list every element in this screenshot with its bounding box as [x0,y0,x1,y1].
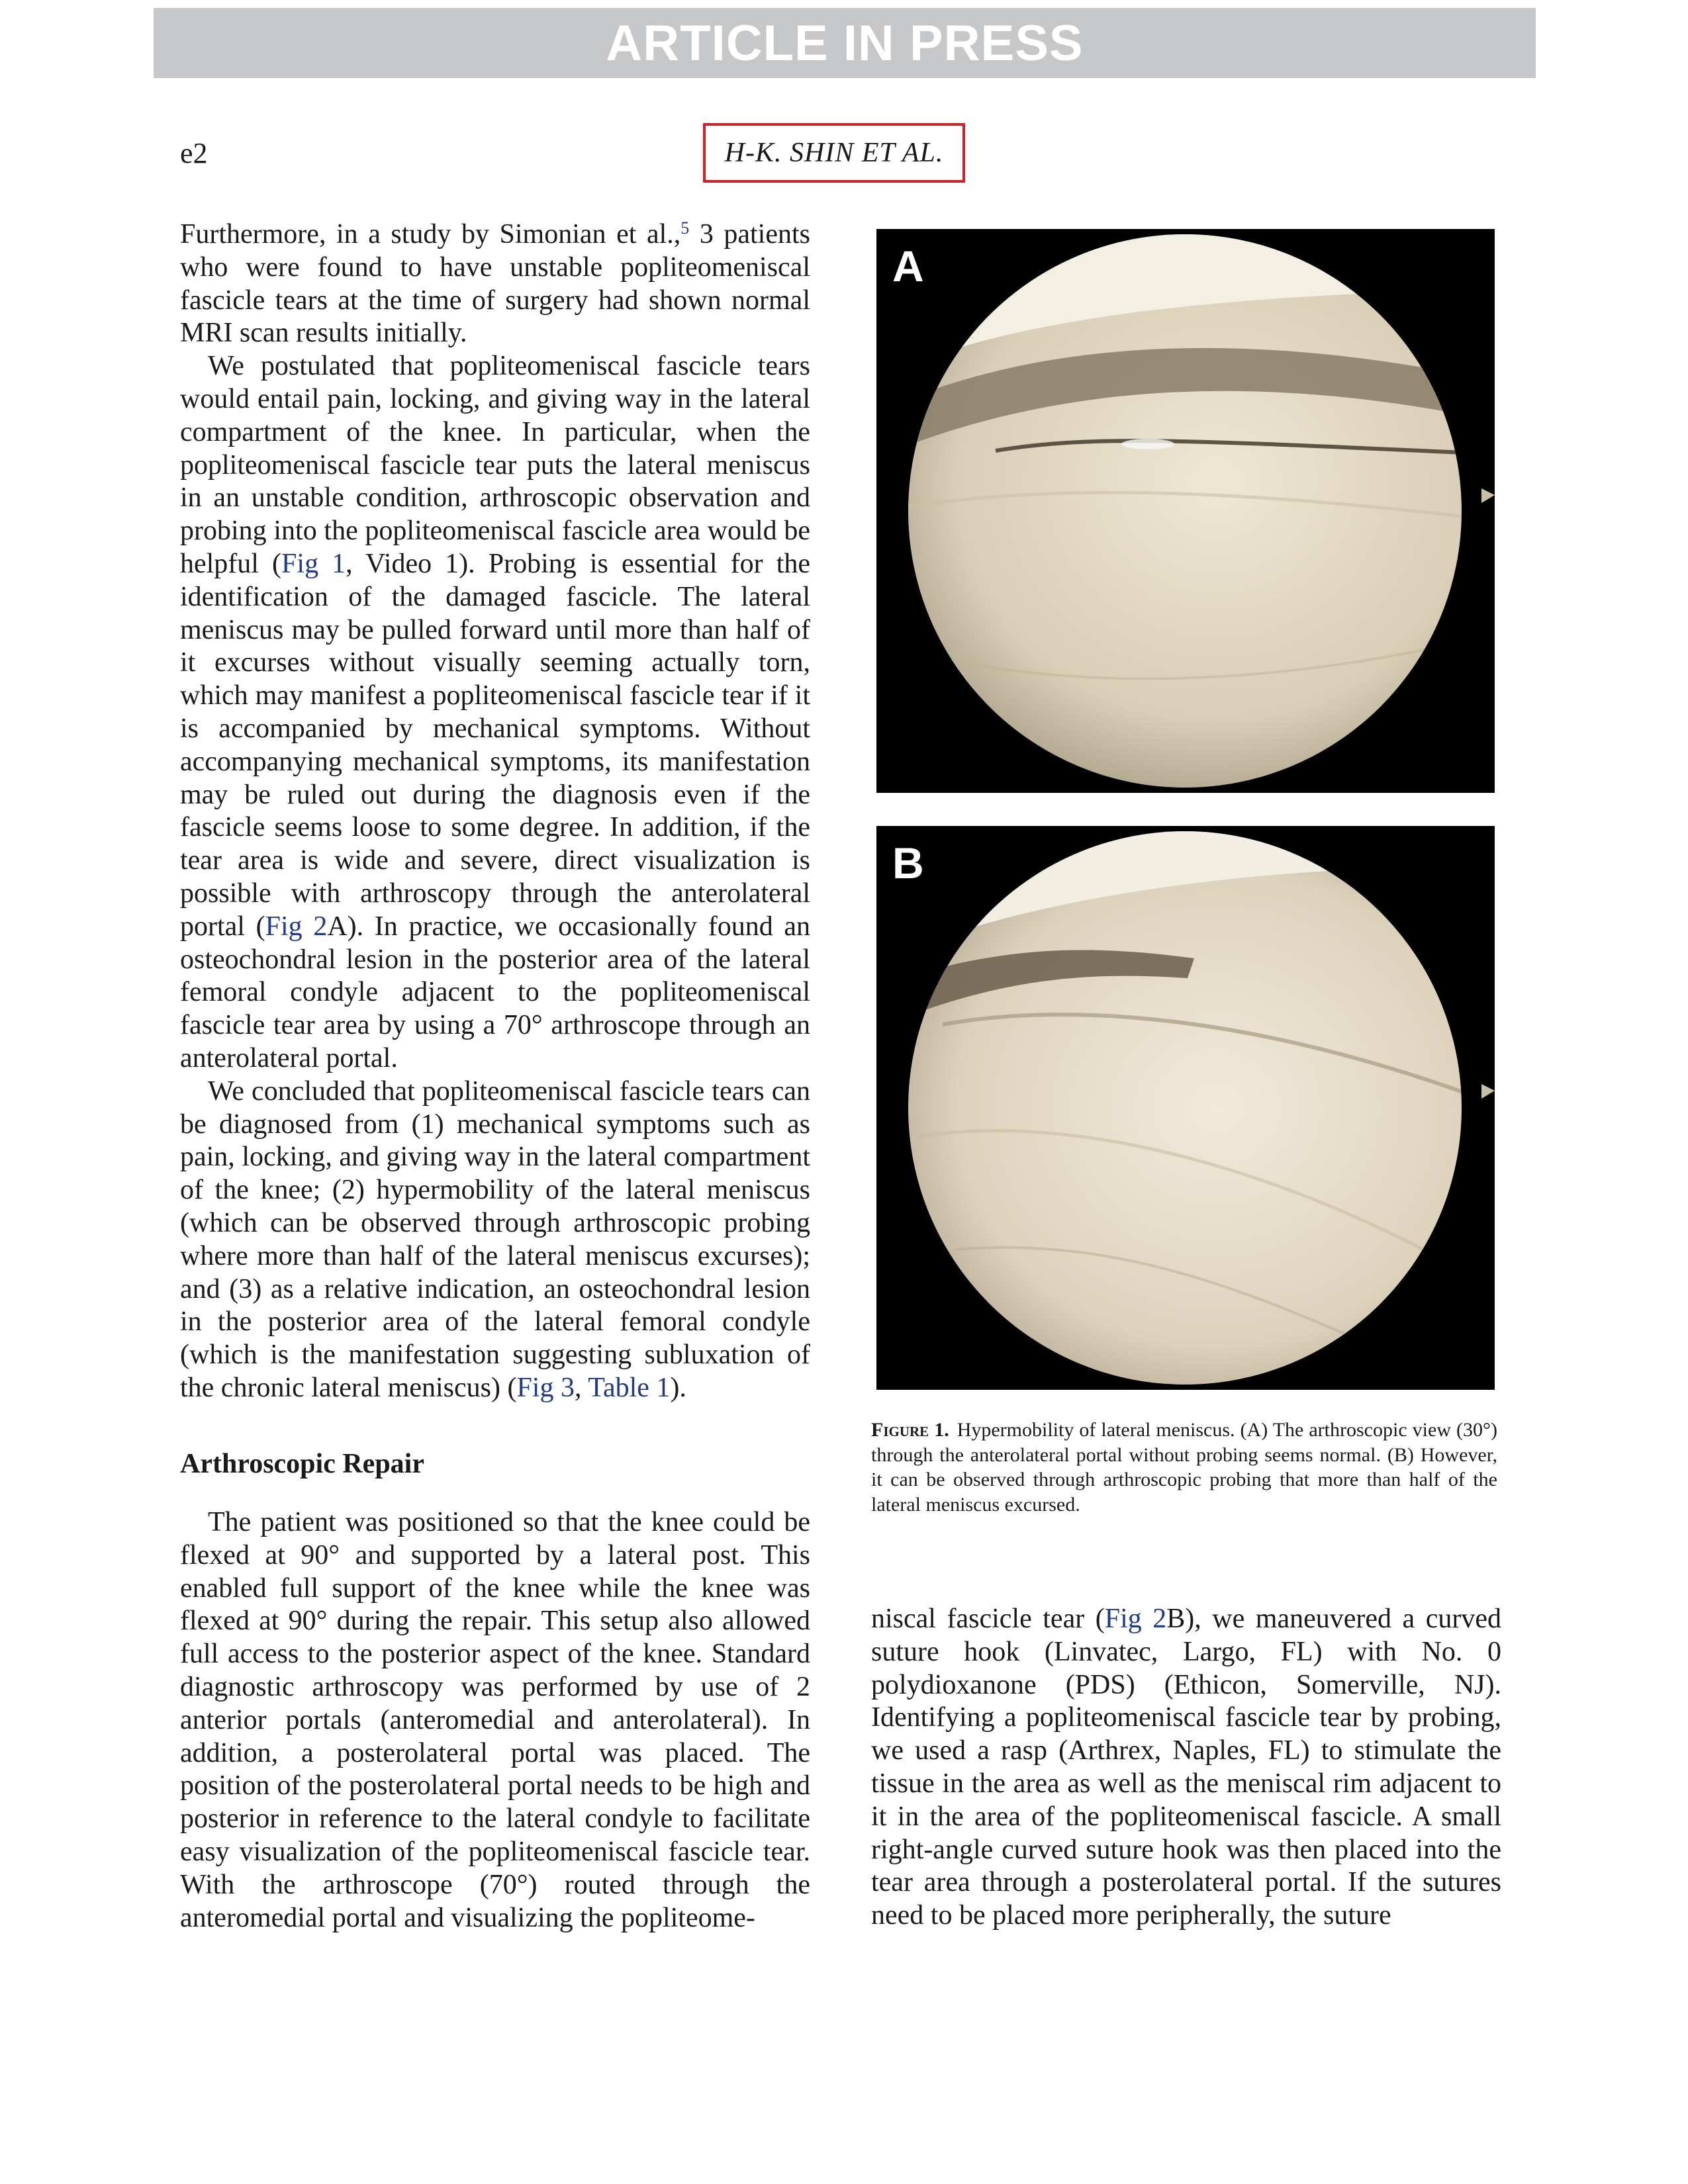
figure-1-panel-b [876,826,1495,1390]
reference-link[interactable]: 5 [680,218,690,238]
paragraph: We concluded that popliteomeniscal fascicle tears can be diagnosed from (1) mechanical symptoms such as pain, locking, and giving way in the lateral compartment of the knee; (2) hypermobility of the lateral meniscus (which can be observed through arthroscopic probing where more than half of the lateral meniscus excurses); and (3) as a relative indication, an osteochondral lesion in the posterior area of the lateral femoral condyle (which is the manifestation suggesting subluxation of the chronic lateral meniscus) (Fig 3, Table 1). [180,1075,810,1403]
figure-1-link[interactable]: Fig 1 [281,548,346,579]
caption-label: Figure 1. [871,1419,949,1441]
paragraph: Furthermore, in a study by Simonian et al.,$^5$ 3 patients who were found to have unstable popliteomeniscal fascicle tears at the time of surgery had shown normal MRI scan results initially. [180,218,811,349]
arthroscopic-view-b [876,826,1495,1390]
arthroscopic-view-a [876,229,1495,793]
paragraph: We postulated that popliteomeniscal fascicle tears would entail pain, locking, and giving way in the lateral compartment of the knee. In particular, when the popliteomeniscal fascicle tear puts the lateral meniscus in an unstable condition, arthroscopic observation and probing into the popliteomeniscal fascicle area would be helpful (Fig 1, Video 1). Probing is essential for the identification of the damaged fascicle. The lateral meniscus may be pulled forward until more than half of it excurses without visually seeming actually torn, which may manifest a popliteomeniscal fascicle tear if it is accompanied by mechanical symptoms. Without accompanying mechanical symptoms, its manifestation may be ruled out during the diagnosis even if the fascicle seems loose to some degree. In addition, if the tear area is wide and severe, direct visualization is possible with arthroscopy through the anterolateral portal (Fig 2A). In practice, we occasionally found an osteochondral lesion in the posterior area of the lateral femoral condyle adjacent to the popliteomeniscal fascicle tear area by using a 70° arthroscope through an anterolateral portal. [180,351,811,1073]
left-column-body [180,218,810,1405]
panel-label-b: B [892,839,924,887]
panel-label-a: A [892,242,924,291]
figure-1-panel-a [876,229,1495,793]
page-number: e2 [180,137,208,169]
running-head: H-K. SHIN ET AL. [703,123,965,183]
section-heading: Arthroscopic Repair [180,1449,424,1479]
paragraph: The patient was positioned so that the knee could be flexed at 90° and supported by a lateral post. This enabled full support of the knee while the knee was flexed at 90° during the repair. This setup also allowed full access to the posterior aspect of the knee. Standard diagnostic arthroscopy was performed by use of 2 anterior portals (anteromedial and anterolateral). In addition, a posterolateral portal was placed. The position of the posterolateral portal needs to be high and posterior in reference to the lateral condyle to facilitate easy visualization of the popliteomeniscal fascicle tear. With the arthroscope (70°) routed through the anteromedial portal and visualizing the popliteome- [180,1507,810,1933]
figure-2-link[interactable]: Fig 2 [1104,1604,1167,1634]
table-1-link[interactable]: Table 1 [588,1372,671,1403]
section-body-left [180,1506,810,1934]
figure-3-link[interactable]: Fig 3 [516,1372,575,1403]
paragraph: niscal fascicle tear (Fig 2B), we maneuvered a curved suture hook (Linvatec, Largo, FL) with No. 0 polydioxanone (PDS) (Ethicon, Somerville, NJ). Identifying a popliteomeniscal fascicle tear by probing, we used a rasp (Arthrex, Naples, FL) to stimulate the tissue in the area as well as the meniscal rim adjacent to it in the area of the popliteomeniscal fascicle. A small right-angle curved suture hook was then placed into the tear area through a posterolateral portal. If the sutures need to be placed more peripherally, the suture [871,1604,1501,1931]
figure-2-link[interactable]: Fig 2 [265,911,328,942]
banner-text: ARTICLE IN PRESS [606,15,1084,71]
caption-text: Hypermobility of lateral meniscus. (A) The arthroscopic view (30°) through the anterolateral portal without probing seems normal. (B) However, it can be observed through arthroscopic probing that more than half of the lateral meniscus excursed. [871,1419,1497,1516]
article-in-press-banner [154,8,1536,78]
section-body-right [871,1603,1501,1933]
figure-caption [871,1418,1497,1517]
